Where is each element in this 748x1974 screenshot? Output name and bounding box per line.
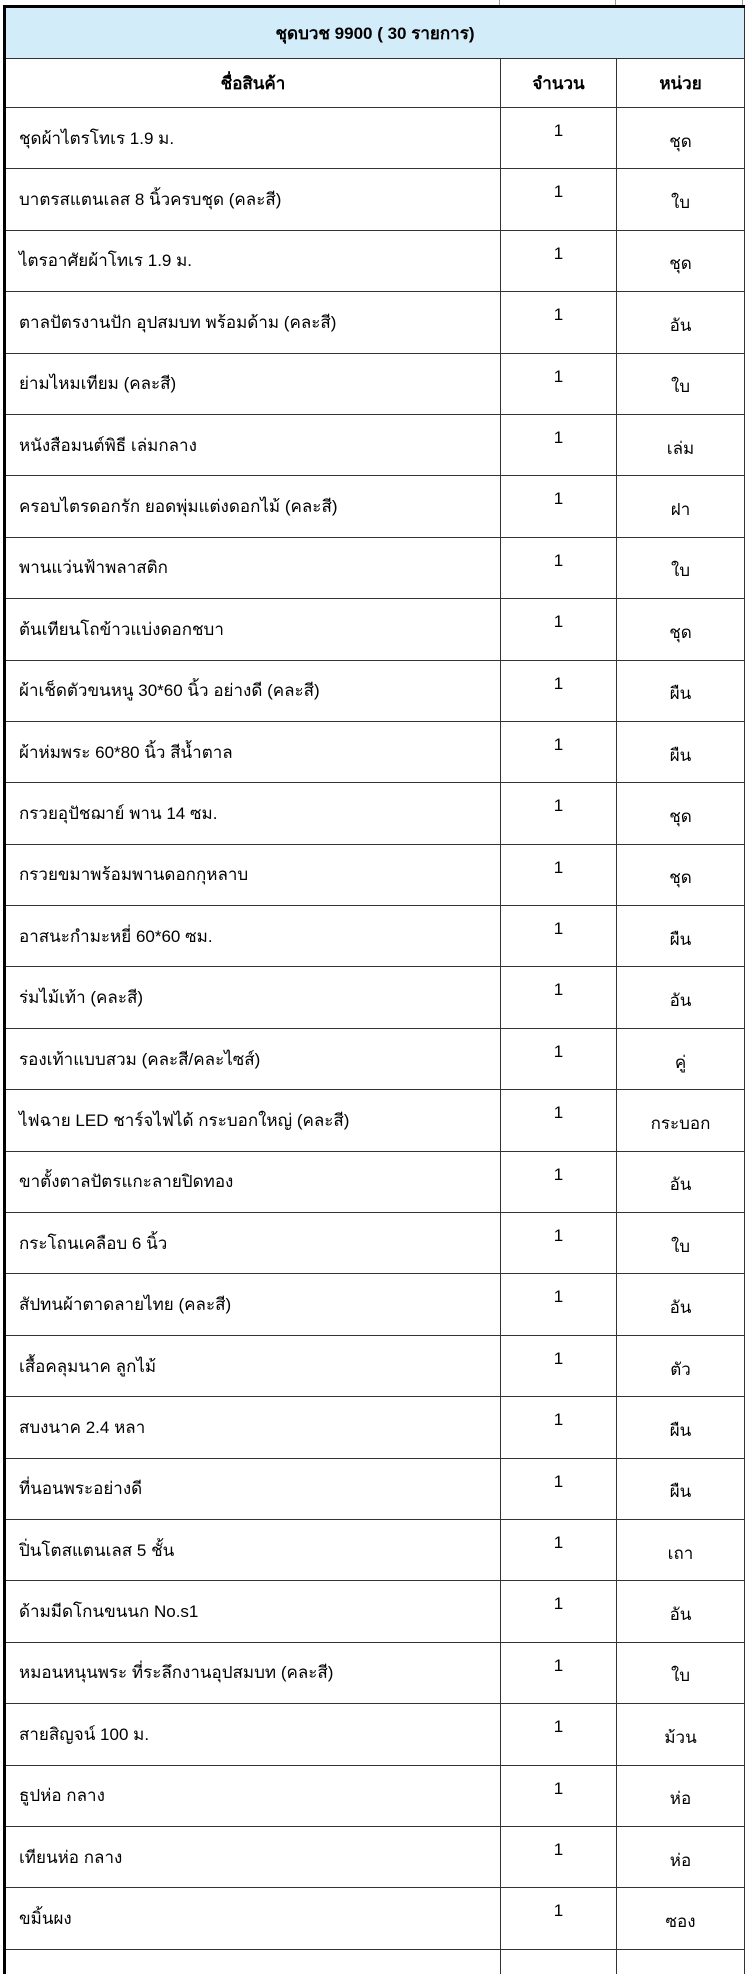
item-unit: ผืน <box>617 906 745 967</box>
item-qty: 1 <box>501 1888 617 1949</box>
item-qty: 1 <box>501 230 617 291</box>
table-row <box>5 230 745 291</box>
item-name: ร่มไม้เท้า (คละสี) <box>5 967 501 1028</box>
item-unit: ใบ <box>617 1642 745 1703</box>
item-qty: 1 <box>501 1028 617 1089</box>
item-unit: อัน <box>617 292 745 353</box>
table-row <box>5 1151 745 1212</box>
item-unit: ห่อ <box>617 1765 745 1826</box>
item-qty: 1 <box>501 353 617 414</box>
item-qty: 1 <box>501 844 617 905</box>
item-unit: ห่อ <box>617 1826 745 1887</box>
item-qty: 1 <box>501 1090 617 1151</box>
table-row <box>5 108 745 169</box>
table-row <box>5 1274 745 1335</box>
table-row <box>5 1765 745 1826</box>
item-name: หมอนหนุนพระ ที่ระลึกงานอุปสมบท (คละสี) <box>5 1642 501 1703</box>
item-name: ธูปห่อ กลาง <box>5 1765 501 1826</box>
table-row <box>5 906 745 967</box>
item-unit: ซอง <box>617 1888 745 1949</box>
item-name: ปิ่นโตสแตนเลส 5 ชั้น <box>5 1519 501 1580</box>
item-name: ไฟฉาย LED ชาร์จไฟได้ กระบอกใหญ่ (คละสี) <box>5 1090 501 1151</box>
item-name: ผ้าห่มพระ 60*80 นิ้ว สีน้ำตาล <box>5 721 501 782</box>
table-row <box>5 414 745 475</box>
table-header-row <box>5 59 745 108</box>
item-qty: 1 <box>501 537 617 598</box>
item-unit: ผืน <box>617 1397 745 1458</box>
item-unit: ชุด <box>617 844 745 905</box>
item-unit: ใบ <box>617 1213 745 1274</box>
table-row <box>5 1826 745 1887</box>
item-name: ต้นเทียนโถข้าวแบ่งดอกชบา <box>5 599 501 660</box>
item-qty: 1 <box>501 1151 617 1212</box>
item-qty: 1 <box>501 169 617 230</box>
item-unit: คู่ <box>617 1028 745 1089</box>
table-row <box>5 1458 745 1519</box>
table-row <box>5 292 745 353</box>
item-qty: 1 <box>501 476 617 537</box>
empty-cell <box>617 1949 745 1974</box>
item-unit: ใบ <box>617 537 745 598</box>
table-row <box>5 353 745 414</box>
empty-cell <box>5 1949 501 1974</box>
item-unit: ฝา <box>617 476 745 537</box>
empty-row <box>5 1949 745 1974</box>
table-row <box>5 1704 745 1765</box>
item-qty: 1 <box>501 414 617 475</box>
item-name: ขมิ้นผง <box>5 1888 501 1949</box>
item-qty: 1 <box>501 721 617 782</box>
item-name: หนังสือมนต์พิธี เล่มกลาง <box>5 414 501 475</box>
item-unit: อัน <box>617 1151 745 1212</box>
table-row <box>5 967 745 1028</box>
item-unit: อัน <box>617 1581 745 1642</box>
item-name: ย่ามไหมเทียม (คละสี) <box>5 353 501 414</box>
item-name: ผ้าเช็ดตัวขนหนู 30*60 นิ้ว อย่างดี (คละสี) <box>5 660 501 721</box>
item-qty: 1 <box>501 108 617 169</box>
table-row <box>5 599 745 660</box>
item-name: กรวยอุปัชฌาย์ พาน 14 ซม. <box>5 783 501 844</box>
item-qty: 1 <box>501 292 617 353</box>
item-unit: ชุด <box>617 783 745 844</box>
item-name: สายสิญจน์ 100 ม. <box>5 1704 501 1765</box>
table-row <box>5 476 745 537</box>
item-unit: เถา <box>617 1519 745 1580</box>
item-qty: 1 <box>501 1519 617 1580</box>
item-qty: 1 <box>501 1581 617 1642</box>
header-qty: จำนวน <box>501 59 617 108</box>
item-qty: 1 <box>501 1274 617 1335</box>
item-name: ที่นอนพระอย่างดี <box>5 1458 501 1519</box>
item-qty: 1 <box>501 1765 617 1826</box>
item-unit: ชุด <box>617 108 745 169</box>
item-unit: ชุด <box>617 599 745 660</box>
header-name: ชื่อสินค้า <box>5 59 501 108</box>
item-name: บาตรสแตนเลส 8 นิ้วครบชุด (คละสี) <box>5 169 501 230</box>
item-name: ครอบไตรดอกรัก ยอดพุ่มแต่งดอกไม้ (คละสี) <box>5 476 501 537</box>
table-row <box>5 721 745 782</box>
table-row <box>5 1090 745 1151</box>
table-row <box>5 537 745 598</box>
item-unit: กระบอก <box>617 1090 745 1151</box>
item-name: เทียนห่อ กลาง <box>5 1826 501 1887</box>
item-name: ขาตั้งตาลปัตรแกะลายปิดทอง <box>5 1151 501 1212</box>
item-unit: ผืน <box>617 1458 745 1519</box>
table-row <box>5 1888 745 1949</box>
table-row <box>5 1397 745 1458</box>
item-qty: 1 <box>501 783 617 844</box>
table-row <box>5 169 745 230</box>
empty-cell <box>501 1949 617 1974</box>
item-unit: ใบ <box>617 169 745 230</box>
item-qty: 1 <box>501 1704 617 1765</box>
item-qty: 1 <box>501 599 617 660</box>
header-unit: หน่วย <box>617 59 745 108</box>
item-unit: อัน <box>617 967 745 1028</box>
table-row <box>5 1335 745 1396</box>
item-unit: ชุด <box>617 230 745 291</box>
table-row <box>5 844 745 905</box>
item-name: ตาลปัตรงานปัก อุปสมบท พร้อมด้าม (คละสี) <box>5 292 501 353</box>
item-name: สบงนาค 2.4 หลา <box>5 1397 501 1458</box>
item-qty: 1 <box>501 660 617 721</box>
table-row <box>5 1519 745 1580</box>
table-row <box>5 1642 745 1703</box>
item-unit: ใบ <box>617 353 745 414</box>
item-unit: ผืน <box>617 721 745 782</box>
item-name: กรวยขมาพร้อมพานดอกกุหลาบ <box>5 844 501 905</box>
table-row <box>5 783 745 844</box>
item-qty: 1 <box>501 1458 617 1519</box>
table-row <box>5 1028 745 1089</box>
item-name: อาสนะกำมะหยี่ 60*60 ซม. <box>5 906 501 967</box>
table-row <box>5 1581 745 1642</box>
item-unit: ตัว <box>617 1335 745 1396</box>
item-qty: 1 <box>501 1213 617 1274</box>
item-name: เสื้อคลุมนาค ลูกไม้ <box>5 1335 501 1396</box>
item-name: กระโถนเคลือบ 6 นิ้ว <box>5 1213 501 1274</box>
item-unit: อัน <box>617 1274 745 1335</box>
item-name: ด้ามมีดโกนขนนก No.s1 <box>5 1581 501 1642</box>
table-title-row <box>5 7 745 59</box>
item-name: รองเท้าแบบสวม (คละสี/คละไซส์) <box>5 1028 501 1089</box>
item-name: ชุดผ้าไตรโทเร 1.9 ม. <box>5 108 501 169</box>
item-qty: 1 <box>501 906 617 967</box>
item-name: พานแว่นฟ้าพลาสติก <box>5 537 501 598</box>
item-unit: ม้วน <box>617 1704 745 1765</box>
table-row <box>5 660 745 721</box>
item-name: ไตรอาศัยผ้าโทเร 1.9 ม. <box>5 230 501 291</box>
table-title: ชุดบวช 9900 ( 30 รายการ) <box>5 7 745 59</box>
item-qty: 1 <box>501 967 617 1028</box>
item-qty: 1 <box>501 1397 617 1458</box>
table-row <box>5 1213 745 1274</box>
item-qty: 1 <box>501 1335 617 1396</box>
product-table <box>3 5 745 1974</box>
item-name: สัปทนผ้าตาดลายไทย (คละสี) <box>5 1274 501 1335</box>
item-unit: เล่ม <box>617 414 745 475</box>
item-unit: ผืน <box>617 660 745 721</box>
item-qty: 1 <box>501 1826 617 1887</box>
item-qty: 1 <box>501 1642 617 1703</box>
